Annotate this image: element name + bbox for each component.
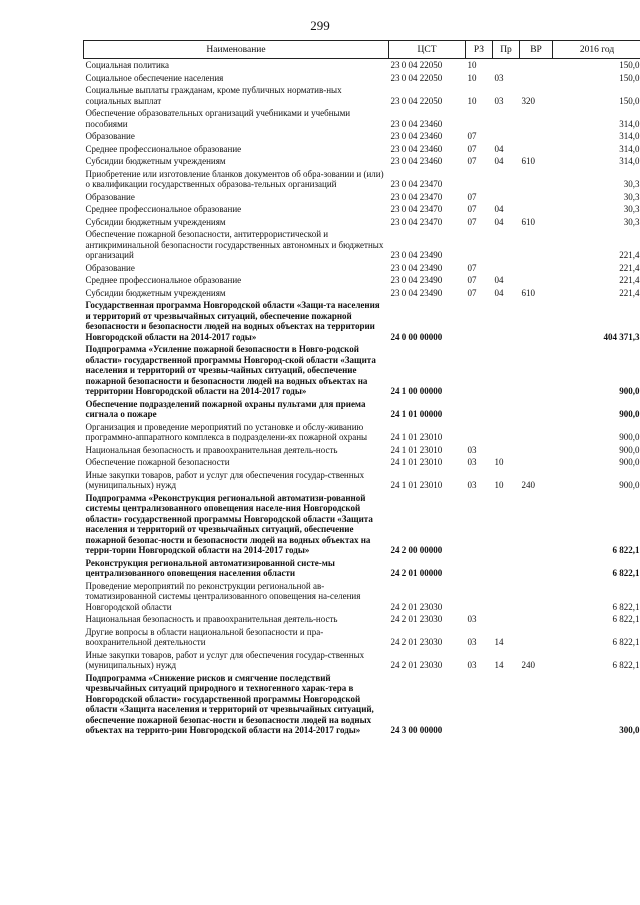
row-pr: [493, 343, 520, 398]
row-amount: 314,0: [619, 143, 640, 154]
row-amount: 404 371,3: [603, 331, 640, 342]
header-vr: ВР: [520, 41, 553, 59]
row-amount: 150,0: [619, 72, 640, 83]
row-name: Обеспечение подразделений пожарной охраны пультами для приема сигнала о пожаре: [85, 398, 366, 419]
row-rz: [466, 398, 493, 421]
row-name: Государственная программа Новгородской области «Защи-та населения и территорий от чрезвычайных ситуаций, обеспечение пожарной безопасности и безопасности людей на водных объектах на территории Новгородской области на 2014-2017 годы»: [85, 300, 380, 342]
row-rz: [466, 228, 493, 262]
row-cst: 23 0 04 23470: [390, 191, 443, 202]
row-name: Проведение мероприятий по реконструкции региональной ав-томатизированной системы централизованного оповещения на-селения Новгородской области: [85, 580, 361, 612]
row-rz: 07: [467, 204, 477, 214]
row-rz: [466, 343, 493, 398]
row-pr: 04: [494, 287, 504, 298]
row-amount: 221,4: [619, 250, 640, 260]
row-pr: 04: [494, 204, 504, 214]
row-cst: 23 0 04 23460: [390, 143, 443, 154]
row-pr: [493, 262, 520, 275]
row-amount: 150,0: [619, 95, 640, 106]
row-cst: 24 1 01 00000: [390, 409, 443, 419]
row-amount: 30,3: [623, 191, 640, 202]
row-cst: 24 2 01 00000: [390, 568, 443, 578]
row-rz: 07: [467, 262, 477, 273]
row-rz: 03: [467, 660, 477, 670]
row-amount: 30,3: [623, 204, 640, 214]
row-name: Иные закупки товаров, работ и услуг для обеспечения государ-ственных (муниципальных) нужд: [85, 469, 365, 490]
row-cst: 24 1 01 23010: [390, 480, 443, 490]
row-name: Социальное обеспечение населения: [85, 72, 224, 83]
row-pr: 04: [494, 275, 504, 285]
row-pr: [493, 168, 520, 191]
table-row: [84, 456, 640, 469]
row-cst: 24 2 01 23030: [390, 614, 443, 624]
row-vr: 610: [521, 156, 535, 166]
row-vr: [520, 557, 553, 580]
row-amount: 30,3: [623, 216, 640, 227]
row-pr: [493, 492, 520, 557]
row-name: Подпрограмма «Реконструкция региональной автоматизи-рованной системы централизованного оповещения населе-ния Новгородской области» государственной программы Новгородской области «Защита населения и территорий от чрезвычайных ситуаций, обеспечение пожарной безопас-ности и безопасности людей на водных объектах на терри-тории Новгородской области на 2014-2017 годы»: [85, 492, 373, 555]
row-cst: 23 0 04 23460: [390, 118, 443, 129]
table-row: [84, 84, 640, 107]
row-vr: [520, 456, 553, 469]
row-cst: 24 0 00 00000: [390, 331, 443, 342]
row-cst: 24 2 00 00000: [390, 545, 443, 555]
header-rz: РЗ: [466, 41, 493, 59]
row-vr: [520, 191, 553, 204]
row-name: Подпрограмма «Усиление пожарной безопасности в Новго-родской области» государственной программы Новгород-ской области «Защита населения и территорий от чрезвы-чайных ситуаций, обеспечение пожарной безопасности и безопасности людей на водных объектах на территории Новгородской области на 2014-2017 годы»: [85, 344, 376, 396]
table-row: [84, 216, 640, 229]
row-vr: [520, 626, 553, 649]
table-row: [84, 203, 640, 216]
header-pr: Пр: [493, 41, 520, 59]
row-cst: 23 0 04 23490: [390, 262, 443, 273]
row-rz: 07: [467, 131, 477, 141]
row-cst: 23 0 04 23470: [390, 179, 443, 189]
row-amount: 900,0: [619, 480, 640, 490]
row-cst: 24 1 01 23010: [390, 444, 443, 455]
row-rz: 10: [467, 95, 477, 106]
row-vr: [520, 274, 553, 287]
row-vr: [520, 107, 553, 130]
table-row: [84, 274, 640, 287]
row-amount: 314,0: [619, 118, 640, 129]
row-name: Подпрограмма «Снижение рисков и смягчение последствий чрезвычайных ситуаций природного и техногенного харак-тера в Новгородской области» государственной программы Новгородской области «Защита населения и территорий от чрезвычайных ситуаций, обеспечение пожарной безопас-ности и безопасности людей на водных объектах на террито-рии Новгородской области на 2014-2017 годы»: [85, 672, 374, 735]
row-name: Образование: [85, 262, 135, 273]
row-amount: 314,0: [619, 131, 640, 141]
table-body: [84, 59, 640, 737]
row-name: Среднее профессиональное образование: [85, 204, 242, 214]
row-rz: 07: [467, 287, 477, 298]
row-amount: 221,4: [619, 275, 640, 285]
table-row: [84, 398, 640, 421]
row-rz: [466, 580, 493, 614]
row-vr: 610: [521, 287, 535, 298]
row-amount: 221,4: [619, 287, 640, 298]
row-vr: [520, 398, 553, 421]
table-row: [84, 143, 640, 156]
row-cst: 23 0 04 23470: [390, 204, 443, 214]
row-pr: [493, 398, 520, 421]
row-vr: [520, 72, 553, 85]
row-vr: [520, 343, 553, 398]
row-cst: 23 0 04 23460: [390, 131, 443, 141]
table-row: [84, 613, 640, 626]
row-vr: [520, 444, 553, 457]
table-row: [84, 228, 640, 262]
row-name: Образование: [85, 131, 135, 141]
table-row: [84, 72, 640, 85]
row-cst: 23 0 04 22050: [390, 95, 443, 106]
row-amount: 900,0: [619, 432, 640, 442]
row-rz: 03: [467, 614, 477, 624]
row-pr: [493, 299, 520, 343]
row-pr: 14: [494, 660, 504, 670]
row-pr: [493, 557, 520, 580]
row-pr: [493, 672, 520, 737]
table-row: [84, 262, 640, 275]
row-cst: 24 1 00 00000: [390, 386, 443, 396]
row-pr: [493, 228, 520, 262]
row-cst: 23 0 04 23490: [390, 287, 443, 298]
row-rz: [466, 557, 493, 580]
row-name: Среднее профессиональное образование: [85, 275, 242, 285]
row-amount: 6 822,1: [612, 545, 640, 555]
row-pr: 04: [494, 156, 504, 166]
row-name: Обеспечение образовательных организаций учебниками и учебными пособиями: [85, 108, 351, 129]
row-cst: 23 0 04 23490: [390, 250, 443, 260]
table-row: [84, 580, 640, 614]
table-header-row: [84, 41, 640, 59]
row-pr: [493, 130, 520, 143]
row-cst: 24 1 01 23010: [390, 457, 443, 467]
row-rz: [466, 492, 493, 557]
row-vr: [520, 203, 553, 216]
row-pr: 03: [494, 72, 504, 83]
row-cst: 23 0 04 23490: [390, 275, 443, 285]
row-name: Социальная политика: [85, 60, 169, 70]
row-name: Обеспечение пожарной безопасности, антитеррористической и антикриминальной безопасности государственных автономных и бюджетных организаций: [85, 229, 384, 260]
row-amount: 314,0: [619, 156, 640, 166]
row-pr: [493, 107, 520, 130]
table-row: [84, 130, 640, 143]
row-name: Реконструкция региональной автоматизированной систе-мы централизованного оповещения населения области: [85, 557, 335, 578]
row-rz: 03: [467, 637, 477, 647]
row-vr: [520, 228, 553, 262]
row-cst: 23 0 04 23470: [390, 216, 443, 227]
row-pr: [493, 613, 520, 626]
row-vr: 240: [521, 480, 535, 490]
row-rz: 03: [467, 444, 477, 455]
table-row: [84, 107, 640, 130]
row-rz: 10: [467, 60, 477, 70]
table-row: [84, 191, 640, 204]
row-vr: [520, 580, 553, 614]
row-cst: 24 2 01 23030: [390, 660, 443, 670]
row-pr: 03: [494, 95, 504, 106]
row-rz: 07: [467, 156, 477, 166]
table-row: [84, 444, 640, 457]
row-vr: [520, 168, 553, 191]
table-row: [84, 287, 640, 300]
row-cst: 23 0 04 22050: [390, 60, 443, 70]
row-vr: [520, 421, 553, 444]
row-vr: [520, 299, 553, 343]
row-vr: [520, 262, 553, 275]
row-rz: 03: [467, 480, 477, 490]
budget-table: [83, 40, 640, 737]
row-vr: 320: [521, 95, 535, 106]
row-name: Национальная безопасность и правоохранительная деятель-ность: [85, 444, 338, 455]
table-row: [84, 492, 640, 557]
row-cst: 24 2 01 23030: [390, 637, 443, 647]
row-name: Иные закупки товаров, работ и услуг для обеспечения государ-ственных (муниципальных) нужд: [85, 649, 365, 670]
row-rz: [466, 299, 493, 343]
row-vr: [520, 613, 553, 626]
row-amount: 30,3: [623, 179, 640, 189]
header-cst: ЦСТ: [389, 41, 466, 59]
row-cst: 23 0 04 22050: [390, 72, 443, 83]
table-row: [84, 343, 640, 398]
row-rz: 07: [467, 216, 477, 227]
row-amount: 900,0: [619, 457, 640, 467]
row-name: Другие вопросы в области национальной безопасности и пра-воохранительной деятельности: [85, 626, 324, 647]
row-amount: 900,0: [619, 444, 640, 455]
row-amount: 6 822,1: [612, 568, 640, 578]
row-vr: 610: [521, 216, 535, 227]
row-amount: 221,4: [619, 262, 640, 273]
row-amount: 150,0: [619, 60, 640, 70]
row-rz: 10: [467, 72, 477, 83]
row-amount: 900,0: [619, 409, 640, 419]
row-rz: 07: [467, 275, 477, 285]
row-rz: [466, 672, 493, 737]
row-name: Обеспечение пожарной безопасности: [85, 457, 230, 467]
row-pr: 04: [494, 216, 504, 227]
table-row: [84, 626, 640, 649]
row-rz: [466, 421, 493, 444]
row-amount: 6 822,1: [612, 614, 640, 624]
row-vr: [520, 672, 553, 737]
row-name: Субсидии бюджетным учреждениям: [85, 156, 226, 166]
row-name: Субсидии бюджетным учреждениям: [85, 216, 226, 227]
table-row: [84, 59, 640, 72]
row-vr: [520, 59, 553, 72]
row-pr: [493, 59, 520, 72]
table-row: [84, 649, 640, 672]
row-pr: [493, 421, 520, 444]
row-cst: 23 0 04 23460: [390, 156, 443, 166]
table-row: [84, 155, 640, 168]
header-name: Наименование: [84, 41, 389, 59]
row-vr: [520, 492, 553, 557]
row-pr: 14: [494, 637, 504, 647]
row-pr: 10: [494, 457, 504, 467]
row-name: Приобретение или изготовление бланков документов об обра-зовании и (или) о квалификации государственных образова-тельных организаций: [85, 168, 384, 189]
row-vr: 240: [521, 660, 535, 670]
row-cst: 24 2 01 23030: [390, 601, 443, 612]
table-row: [84, 299, 640, 343]
row-pr: [493, 580, 520, 614]
row-cst: 24 1 01 23010: [390, 432, 443, 442]
row-amount: 300,0: [619, 725, 640, 735]
row-amount: 6 822,1: [612, 637, 640, 647]
header-year: 2016 год: [553, 41, 640, 59]
row-rz: 03: [467, 457, 477, 467]
row-rz: 07: [467, 191, 477, 202]
row-vr: [520, 143, 553, 156]
row-pr: [493, 191, 520, 204]
row-amount: 6 822,1: [612, 601, 640, 612]
row-amount: 6 822,1: [612, 660, 640, 670]
row-name: Национальная безопасность и правоохранительная деятель-ность: [85, 614, 338, 624]
table-row: [84, 168, 640, 191]
row-name: Организация и проведение мероприятий по установке и обслу-живанию программно-аппаратного комплекса в подразделени-ях пожарной охраны: [85, 421, 368, 442]
table-row: [84, 672, 640, 737]
row-rz: [466, 168, 493, 191]
row-pr: [493, 444, 520, 457]
table-row: [84, 557, 640, 580]
row-name: Субсидии бюджетным учреждениям: [85, 287, 226, 298]
page-number: 299: [310, 18, 330, 33]
row-rz: 07: [467, 143, 477, 154]
row-cst: 24 3 00 00000: [390, 725, 443, 735]
table-row: [84, 469, 640, 492]
table-row: [84, 421, 640, 444]
row-rz: [466, 107, 493, 130]
row-pr: 04: [494, 143, 504, 154]
row-pr: 10: [494, 480, 504, 490]
row-name: Социальные выплаты гражданам, кроме публичных норматив-ных социальных выплат: [85, 85, 342, 106]
row-name: Среднее профессиональное образование: [85, 143, 242, 154]
row-amount: 900,0: [619, 386, 640, 396]
row-name: Образование: [85, 191, 135, 202]
row-vr: [520, 130, 553, 143]
